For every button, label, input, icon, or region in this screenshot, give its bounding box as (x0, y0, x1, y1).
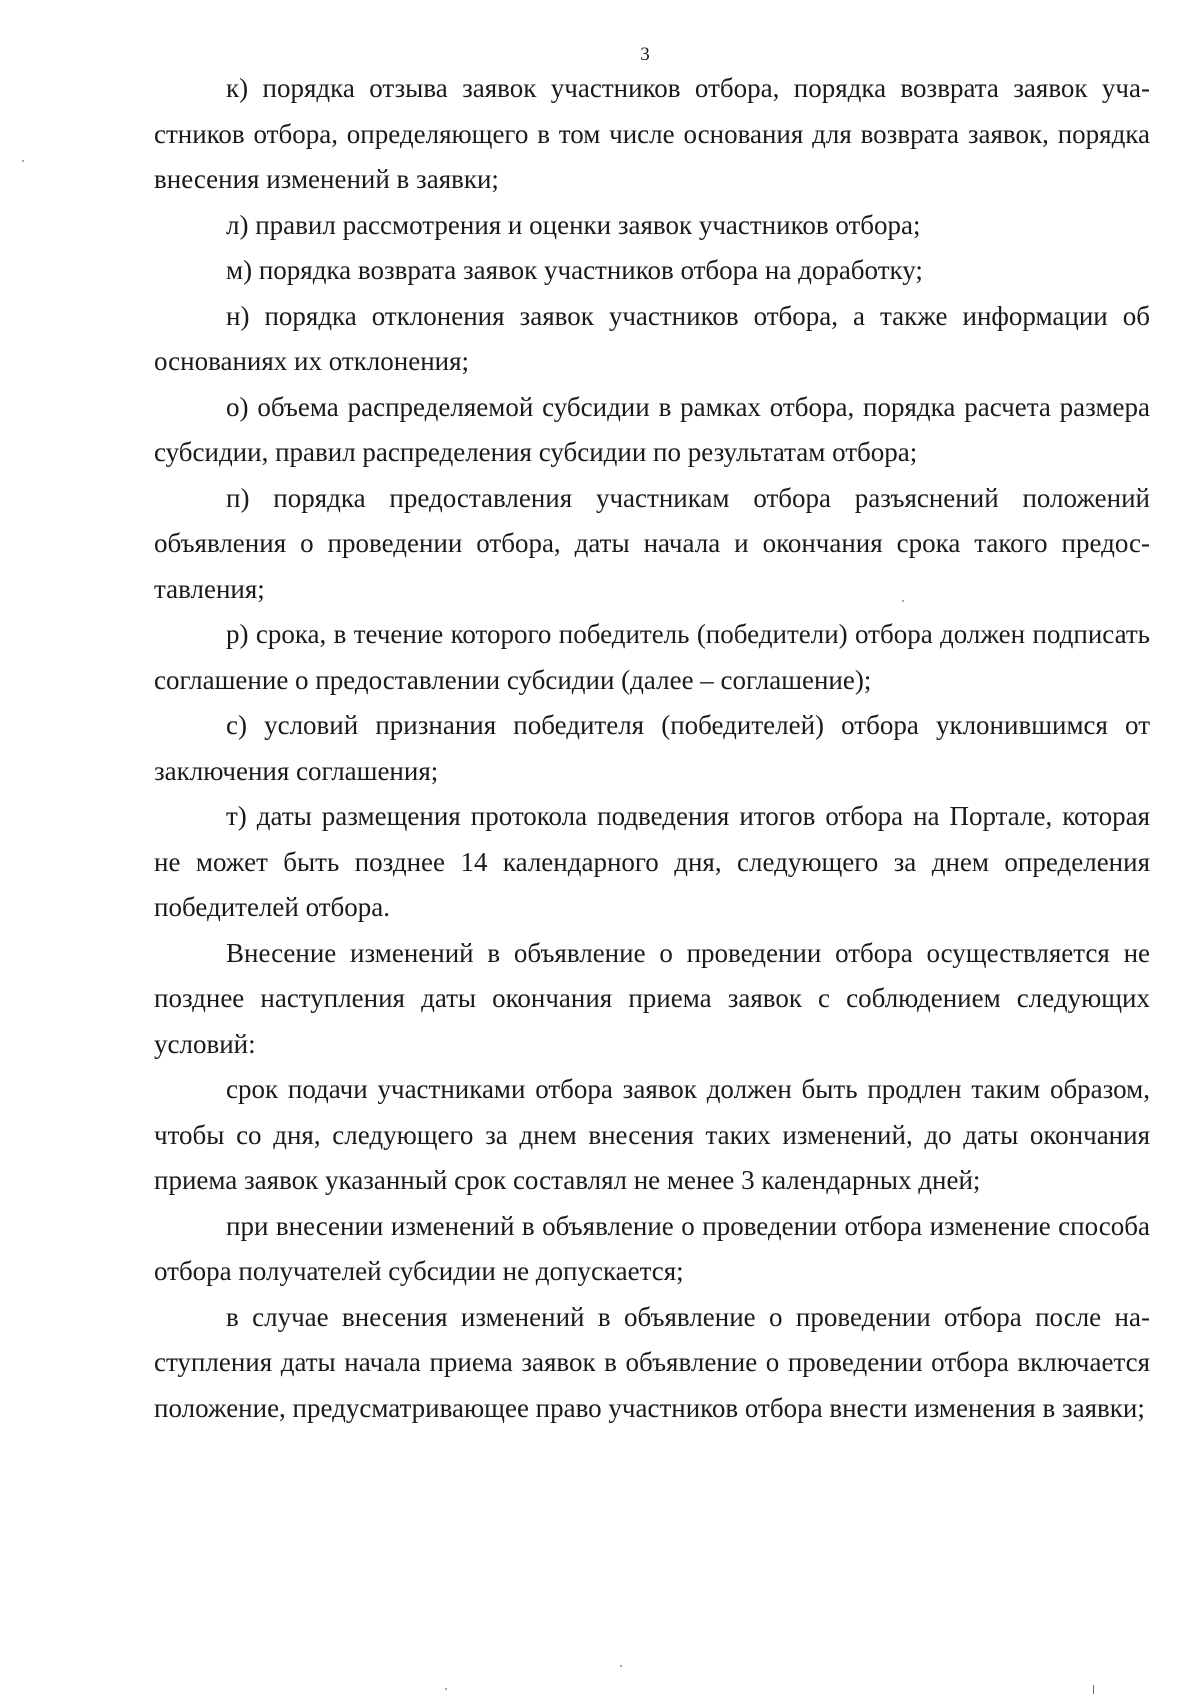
paragraph-t: т) даты размещения протокола подведения итогов отбора на Портале, которая не может быть позднее 14 календарного дня, следующего за днем определения победителей отбора. (154, 801, 1150, 922)
paragraph-s: с) условий признания победителя (победителей) отбора уклонившимся от заключения соглашения; (154, 710, 1150, 786)
page-number: 3 (640, 44, 650, 65)
paragraph-l: л) правил рассмотрения и оценки заявок участников отбора; (226, 209, 921, 240)
document-body (154, 66, 1150, 1431)
paragraph-o: о) объема распределяемой субсидии в рамках отбора, порядка расчета размера субсидии, правил распределения субсидии по результатам отбора; (154, 391, 1150, 467)
paragraph-r: р) срока, в течение которого победитель (победители) отбора должен подписать соглашение о предоставлении субсидии (далее – соглашение); (154, 619, 1150, 695)
scan-speck (22, 160, 24, 162)
scan-edge-mark (1093, 1685, 1094, 1694)
paragraph-m: м) порядка возврата заявок участников отбора на доработку; (226, 255, 923, 285)
paragraph-n: н) порядка отклонения заявок участников отбора, а также информации об основаниях их отклонения; (154, 300, 1150, 376)
scan-speck (620, 1665, 622, 1667)
paragraph-amendments-intro: Внесение изменений в объявление о проведении отбора осуществляется не позднее наступления даты окончания приема заявок с соблюдением следующих условий: (154, 937, 1150, 1059)
paragraph-resubmission-right: в случае внесения изменений в объявление о проведении отбора после наступления даты начала приема заявок в объявление о проведении отбора включается положение, предусматривающее право участников отбора внести изменения в заявки; (154, 1301, 1150, 1423)
paragraph-method-unchanged: при внесении изменений в объявление о проведении отбора изменение способа отбора получателей субсидии не допускается; (154, 1210, 1150, 1286)
paragraph-p: п) порядка предоставления участникам отбора разъяснений положений объявления о проведении отбора, даты начала и окончания срока такого предоставления; (154, 482, 1150, 604)
scan-speck (445, 1688, 447, 1690)
paragraph-deadline-extension: срок подачи участниками отбора заявок должен быть продлен таким образом, чтобы со дня, следующего за днем внесения таких изменений, до даты окончания приема заявок указанный срок составлял не менее 3 календарных дней; (154, 1074, 1150, 1195)
paragraph-k: к) порядка отзыва заявок участников отбора, порядка возврата заявок участников отбора, определяющего в том числе основания для возврата заявок, порядка внесения изменений в заявки; (154, 73, 1150, 194)
scan-speck (902, 600, 904, 602)
